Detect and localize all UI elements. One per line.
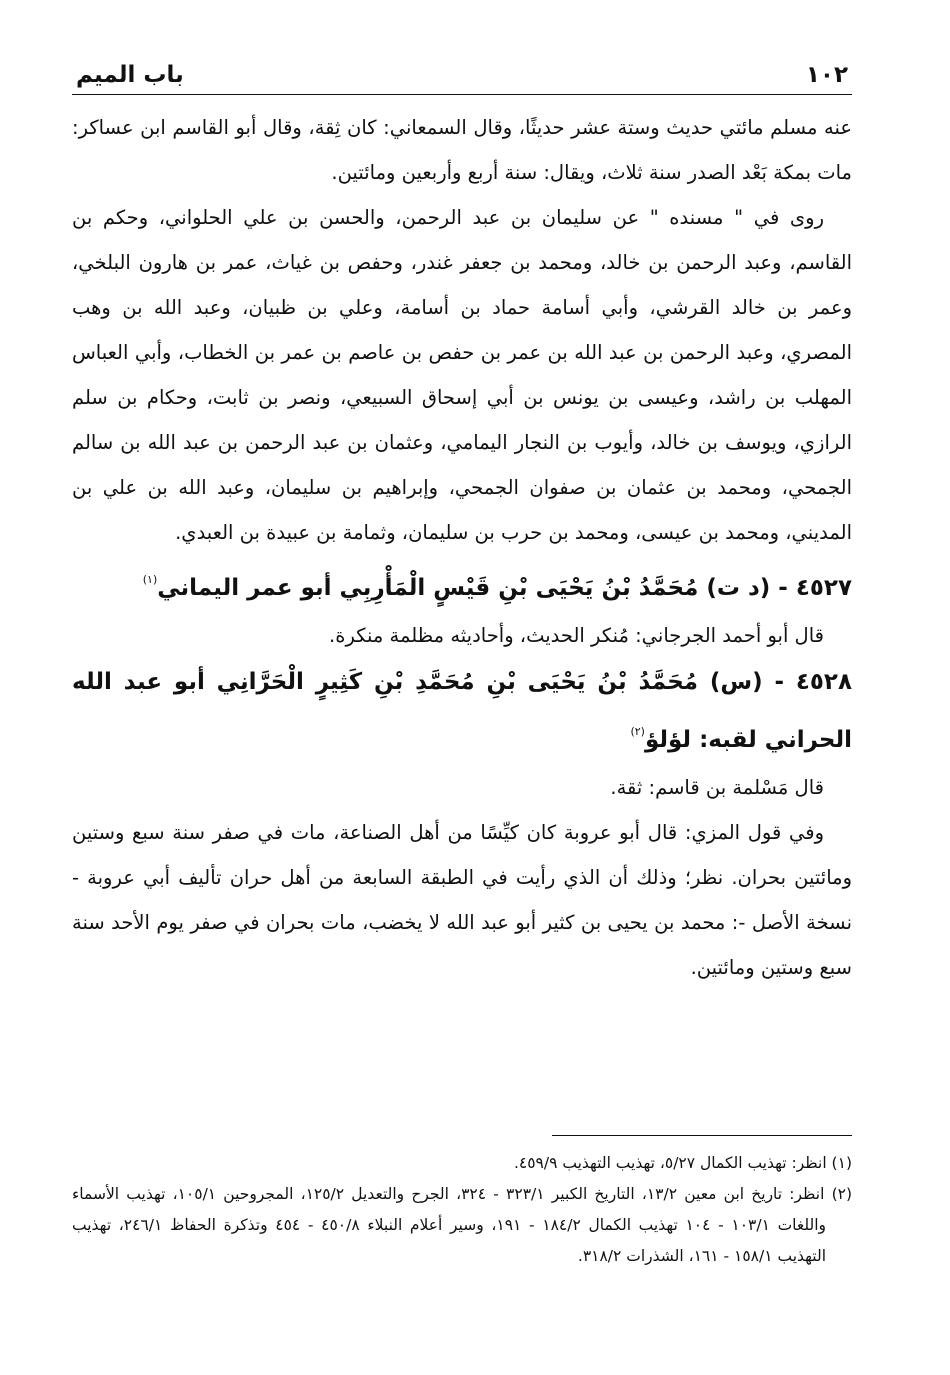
paragraph-maslama: قال مَسْلمة بن قاسم: ثقة. xyxy=(610,776,824,799)
paragraph-jurjani: قال أبو أحمد الجرجاني: مُنكر الحديث، وأحاديثه مظلمة منكرة. xyxy=(329,624,824,647)
entry-heading-4527 xyxy=(72,555,852,613)
main-text xyxy=(72,105,852,990)
footnote-separator xyxy=(552,1135,852,1136)
footnotes-section xyxy=(72,1135,852,1272)
chapter-title: باب الميم xyxy=(76,62,184,88)
paragraph-continuation: عنه مسلم مائتي حديث وستة عشر حديثًا، وقال السمعاني: كان ثِقة، وقال أبو القاسم ابن عساكر: مات بمكة بَعْد الصدر سنة ثلاث، ويقال: سنة أربع وأربعين ومائتين. xyxy=(72,116,852,184)
page-number: ١٠٢ xyxy=(805,62,848,88)
footnote-2: (٢) انظر: تاريخ ابن معين ١٣/٢، التاريخ الكبير ٣٢٣/١ - ٣٢٤، الجرح والتعديل ١٢٥/٢، المجروحين ١٠٥/١، تهذيب الأسماء واللغات ١٠٣/١ - ١٠٤ تهذيب الكمال ١٨٤/٢ - ١٩١، وسير أعلام النبلاء ٤٥٠/٨ - ٤٥٤ وتذكرة الحفاظ ٢٤٦/١، تهذيب التهذيب ١٥٨/١ - ١٦١، الشذرات ٣١٨/٢. xyxy=(72,1185,853,1265)
footnote-ref-2: (٢) xyxy=(630,725,645,738)
entry-heading-4528 xyxy=(72,658,852,765)
footnote-1: (١) انظر: تهذيب الكمال ٥/٢٧، تهذيب التهذيب ٤٥٩/٩. xyxy=(513,1154,852,1172)
entry-4528-title: ٤٥٢٨ - (س) مُحَمَّدُ بْنُ يَحْيَى بْنِ مُحَمَّدِ بْنِ كَثِيرٍ الْحَرَّانِي أبو عبد الله الحراني لقبه: لؤلؤ xyxy=(72,669,852,753)
paragraph-narrators: روى في " مسنده " عن سليمان بن عبد الرحمن، والحسن بن علي الحلواني، وحكم بن القاسم، وعبد الرحمن بن خالد، ومحمد بن جعفر غندر، وحفص بن غياث، عمر بن هارون البلخي، وعمر بن خالد القرشي، وأبي أسامة حماد بن أسامة، وعلي بن ظبيان، وعبد الله بن وهب المصري، وعبد الرحمن بن عبد الله بن عمر بن حفص بن عاصم بن عمر بن الخطاب، وأبي العباس المهلب بن راشد، وعيسى بن يونس بن أبي إسحاق السبيعي، ونصر بن ثابت، وحكام بن سلم الرازي، ويوسف بن خالد، وأيوب بن النجار اليمامي، وعثمان بن عبد الرحمن بن عبد الله بن سالم الجمحي، ومحمد بن عثمان بن صفوان الجمحي، وإبراهيم بن سليمان، وعبد الله بن علي بن المديني، ومحمد بن عيسى، ومحمد بن حرب بن سليمان، وثمامة بن عبيدة بن العبدي. xyxy=(72,206,852,544)
entry-4527-title: ٤٥٢٧ - (د ت) مُحَمَّدُ بْنُ يَحْيَى بْنِ قَيْسٍ الْمَأْرِبِي أبو عمر اليماني xyxy=(157,575,852,601)
running-header xyxy=(72,50,852,95)
footnote-ref-1: (١) xyxy=(142,573,158,586)
book-page xyxy=(72,50,852,1340)
paragraph-mizzi: وفي قول المزي: قال أبو عروبة كان كيِّسًا من أهل الصناعة، مات في صفر سنة سبع وستين ومائتين بحران. نظر؛ وذلك أن الذي رأيت في الطبقة السابعة من أهل حران تأليف أبي عروبة - نسخة الأصل -: محمد بن يحيى بن كثير أبو عبد الله لا يخضب، مات بحران في صفر يوم الأحد سنة سبع وستين ومائتين. xyxy=(72,821,852,979)
